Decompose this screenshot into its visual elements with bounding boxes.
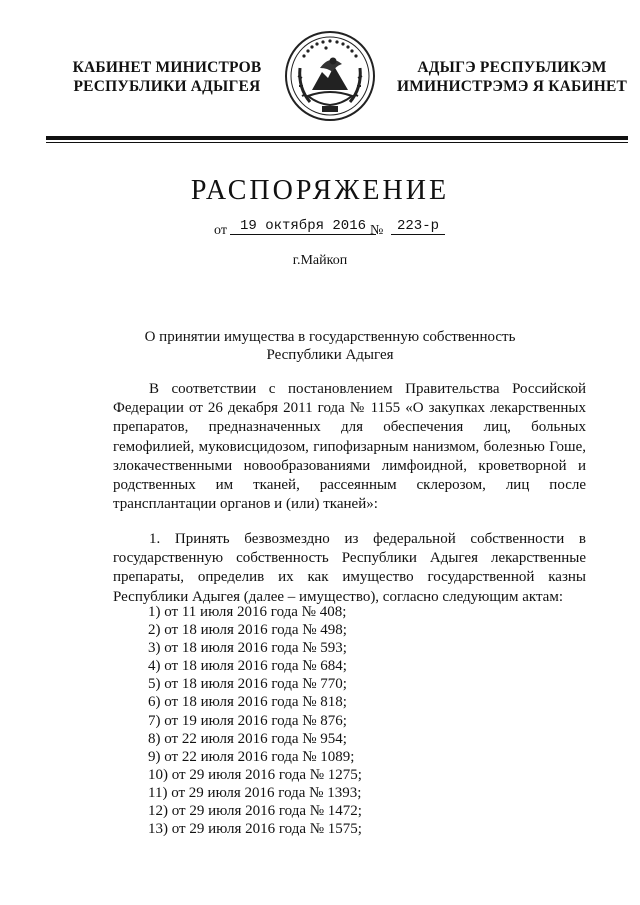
header-divider-thick [46, 136, 628, 140]
issuer-name-line: РЕСПУБЛИКИ АДЫГЕЯ [73, 78, 261, 95]
document-date: 19 октября 2016 [230, 218, 376, 235]
issuer-name-line: АДЫГЭ РЕСПУБЛИКЭМ [417, 59, 607, 76]
issuer-name-russian [72, 58, 262, 96]
coat-of-arms-adygea-icon [282, 28, 378, 124]
preamble-paragraph: В соответствии с постановлением Правительства Российской Федерации от 26 декабря 2011 года № 1155 «О закупках лекарственных препаратов, предназначенных для обеспечения лиц, больных гемофилией, муковисцидозом, гипофизарным нанизмом, болезнью Гоше, злокачественными новообразованиями лимфоидной, кроветворной и родственных им тканей, рассеянным склерозом, лиц после трансплантации органов и (или) тканей»: [113, 381, 586, 513]
list-item: 12) от 29 июля 2016 года № 1472; [148, 803, 362, 820]
issuer-name-line: ИМИНИСТРЭМЭ Я КАБИНЕТ [396, 78, 628, 95]
list-item: 9) от 22 июля 2016 года № 1089; [148, 748, 355, 765]
document-number: 223-р [391, 218, 445, 235]
document-title: РАСПОРЯЖЕНИЕ [190, 175, 450, 206]
list-item: 7) от 19 июля 2016 года № 876; [148, 712, 347, 729]
subject-line: Республики Адыгея [266, 347, 394, 363]
document-subject [120, 328, 540, 364]
list-item: 13) от 29 июля 2016 года № 1575; [148, 821, 362, 838]
clause-1-paragraph: 1. Принять безвозмездно из федеральной собственности в государственную собственность Республики Адыгея лекарственные препараты, определив их как имущество государственной казны Республики Адыгея (далее – имущество), согласно следующим актам: [113, 531, 586, 605]
number-prefix: № [370, 223, 384, 238]
list-item: 8) от 22 июля 2016 года № 954; [148, 730, 347, 747]
issuer-name-adyghe [392, 58, 632, 96]
acts-list [148, 603, 362, 838]
list-item: 5) от 18 июля 2016 года № 770; [148, 676, 347, 693]
list-item: 10) от 29 июля 2016 года № 1275; [148, 766, 362, 783]
list-item: 4) от 18 июля 2016 года № 684; [148, 658, 347, 675]
issuer-name-line: КАБИНЕТ МИНИСТРОВ [72, 59, 262, 76]
list-item: 2) от 18 июля 2016 года № 498; [148, 622, 347, 639]
date-number-line [214, 218, 454, 240]
list-item: 6) от 18 июля 2016 года № 818; [148, 694, 347, 711]
date-prefix: от [214, 223, 227, 238]
list-item: 11) от 29 июля 2016 года № 1393; [148, 784, 362, 801]
list-item: 3) от 18 июля 2016 года № 593; [148, 640, 347, 657]
header-divider-thin [46, 142, 628, 143]
list-item: 1) от 11 июля 2016 года № 408; [148, 604, 347, 620]
document-city: г.Майкоп [292, 253, 348, 268]
subject-line: О принятии имущества в государственную собственность [144, 329, 516, 345]
